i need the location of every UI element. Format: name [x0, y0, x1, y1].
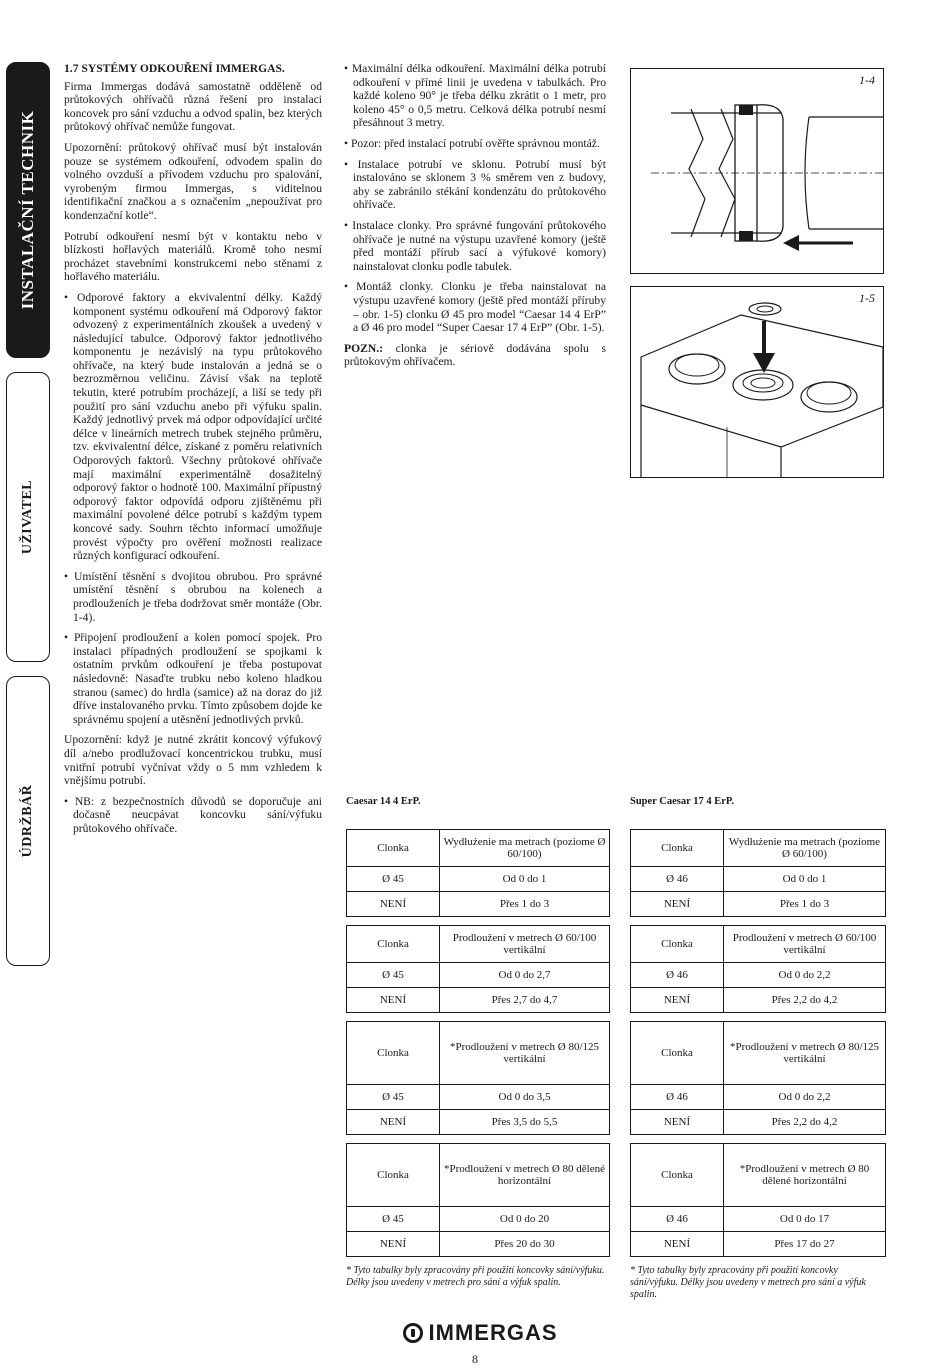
- table-cell: Ø 46: [631, 963, 724, 988]
- table-block-caesar: [346, 796, 610, 1289]
- bullet-safety-note: • NB: z bezpečnostních důvodů se doporučuje ani dočasně neucpávat koncovku sání/výfuku průtokového ohřívače.: [64, 795, 322, 836]
- table-cell: Ø 45: [347, 1207, 440, 1232]
- diaphragm-table: [630, 1143, 886, 1257]
- table-header: Clonka: [347, 830, 440, 867]
- table-row: [347, 867, 610, 892]
- table-title: Caesar 14 4 ErP.: [346, 796, 421, 807]
- note-label: POZN.:: [344, 341, 383, 355]
- table-cell: NENÍ: [347, 892, 440, 917]
- table-block-super-caesar: [630, 796, 886, 1301]
- bullet-warning: • Pozor: před instalací potrubí ověřte správnou montáž.: [344, 137, 606, 151]
- table-header: Clonka: [631, 926, 724, 963]
- bullet-slope: • Instalace potrubí ve sklonu. Potrubí musí být instalováno se sklonem 3 % směrem ven z budovy, aby se zabránilo stékání kondenzátu do průtokového ohřívače.: [344, 158, 606, 212]
- diaphragm-table: [630, 925, 886, 1013]
- table-header: Clonka: [347, 1144, 440, 1207]
- table-cell: Přes 1 do 3: [440, 892, 610, 917]
- table-cell: NENÍ: [631, 892, 724, 917]
- table-header: Wydłużenie ma metrach (poziome Ø 60/100): [440, 830, 610, 867]
- bullet-connection: • Připojení prodloužení a kolen pomocí spojek. Pro instalaci případných prodloužení se spojkami k ostatním prvkům odkouření je třeba postupovat následovně: Nasaďte trubku nebo koleno hladkou stranou (samec) do hrdla (samice) až na doraz do již dříve instalovaného prvku. Tímto způsobem dojde ke správnému spojení a utěsnění jednotlivých prvků.: [64, 631, 322, 726]
- table-cell: NENÍ: [631, 1110, 724, 1135]
- table-cell: Přes 3,5 do 5,5: [440, 1110, 610, 1135]
- table-cell: Ø 45: [347, 1085, 440, 1110]
- table-header: *Prodloužení v metrech Ø 80/125 vertikální: [440, 1022, 610, 1085]
- table-header: Prodloužení v metrech Ø 60/100 vertikální: [440, 926, 610, 963]
- table-cell: Od 0 do 3,5: [440, 1085, 610, 1110]
- figure-label: 1-4: [859, 73, 875, 87]
- logo-text: IMMERGAS: [428, 1320, 558, 1345]
- text-column-2: [344, 62, 606, 376]
- diaphragm-table: [630, 1021, 886, 1135]
- table-header: Prodloužení v metrech Ø 60/100 vertikální: [724, 926, 886, 963]
- table-row: [631, 963, 886, 988]
- table-cell: NENÍ: [631, 1232, 724, 1257]
- bullet-diaphragm-mounting: • Montáž clonky. Clonku je třeba nainstalovat na výstupu uzavřené komory (ještě před montáží příruby – obr. 1-5) clonku Ø 45 pro model “Caesar 14 4 ErP” a Ø 46 pro model “Super Caesar 17 4 ErP” (Obr. 1-5).: [344, 280, 606, 334]
- table-cell: Ø 46: [631, 867, 724, 892]
- diaphragm-table: [346, 1021, 610, 1135]
- table-cell: NENÍ: [347, 988, 440, 1013]
- table-cell: Ø 45: [347, 867, 440, 892]
- table-cell: Ø 46: [631, 1085, 724, 1110]
- warning-paragraph: Upozornění: průtokový ohřívač musí být instalován pouze se systémem odkouření, odvodem spalin do volného ovzduší a přívodem vzduchu pro spalování, vyrobeným firmou Immergas, s viditelnou identifikační značkou a s označením „nepoužívat pro kondenzační kotle“.: [64, 140, 322, 222]
- figure-label: 1-5: [859, 291, 875, 305]
- table-header: Clonka: [631, 830, 724, 867]
- bullet-resistance-factors: • Odporové faktory a ekvivalentní délky. Každý komponent systému odkouření má Odporový faktor odvozený z experimentálních zkoušek a uvedený v následující tabulce. Odporový faktor jednotlivého komponentu je nezávislý na typu průtokového ohřívače, na který bude instalován a jedná se o bezrozměrnou veličinu. Závisí však na teplotě tekutin, které potrubím procházejí, a liší se tedy při použití pro sání vzduchu anebo při výfuku spalin. Každý jednotlivý prvek má odpor odpovídající určité délce v lineárních metrech trubek stejného průměru, tzv. ekvivalentní délce, získané z poměru relativních Odporových faktorů. Všechny průtokové ohřívače mají maximální experimentálně dosažitelný odporový faktor o hodnotě 100. Maximální přípustný odporový faktor odpovídá odporu zjištěnému při maximální povolené délce potrubí s každým typem koncové sady. Souhrn těchto informací umožňuje provést výpočty pro ověření možnosti realizace různých konfigurací odkouření.: [64, 291, 322, 563]
- table-row: [631, 892, 886, 917]
- table-cell: Od 0 do 2,7: [440, 963, 610, 988]
- diaphragm-table: [630, 829, 886, 917]
- table-row: [631, 1207, 886, 1232]
- table-cell: Od 0 do 1: [724, 867, 886, 892]
- table-cell: Přes 2,7 do 4,7: [440, 988, 610, 1013]
- pipe-gasket-drawing: [631, 69, 883, 273]
- table-cell: Od 0 do 2,2: [724, 963, 886, 988]
- note-text: clonka je sériově dodávána spolu s průtokovým ohřívačem.: [344, 341, 606, 369]
- table-cell: Od 0 do 20: [440, 1207, 610, 1232]
- table-header: *Prodloužení v metrech Ø 80/125 vertikální: [724, 1022, 886, 1085]
- table-header: *Prodloužení v metrech Ø 80 dělené horizontální: [724, 1144, 886, 1207]
- table-row: [631, 867, 886, 892]
- bullet-gasket-position: • Umístění těsnění s dvojitou obrubou. Pro správné umístění těsnění s obrubou na kolenech a prodlouženích je třeba dodržovat směr montáže (Obr. 1-4).: [64, 570, 322, 624]
- table-row: [631, 1232, 886, 1257]
- table-header: Wydłużenie ma metrach (poziome Ø 60/100): [724, 830, 886, 867]
- table-header: Clonka: [631, 1144, 724, 1207]
- table-cell: Ø 46: [631, 1207, 724, 1232]
- table-header: Clonka: [347, 926, 440, 963]
- table-row: [631, 988, 886, 1013]
- table-row: [347, 1232, 610, 1257]
- table-header: Clonka: [631, 1022, 724, 1085]
- table-cell: Od 0 do 17: [724, 1207, 886, 1232]
- paragraph: Potrubí odkouření nesmí být v kontaktu nebo v blízkosti hořlavých materiálů. Kromě toho nesmí procházet stavebními konstrukcemi nebo stěnami z hořlavého materiálu.: [64, 229, 322, 284]
- tab-installer[interactable]: [6, 62, 50, 358]
- warning-paragraph: Upozornění: když je nutné zkrátit koncový výfukový díl a/nebo prodlužovací koncentrickou trubku, musí vnitřní potrubí vyčnívat vždy o 5 mm vzhledem k vnějšímu potrubí.: [64, 733, 322, 788]
- paragraph: Firma Immergas dodává samostatně odděleně od průtokových ohřívačů různá řešení pro instalaci koncovek pro sání vzduchu a odvod spalin, bez kterých průtokový ohřívač nemůže fungovat.: [64, 79, 322, 134]
- table-row: [631, 1110, 886, 1135]
- table-row: [347, 1085, 610, 1110]
- diaphragm-table: [346, 1143, 610, 1257]
- table-title: Super Caesar 17 4 ErP.: [630, 796, 734, 807]
- logo-mark-icon: [403, 1323, 423, 1343]
- text-column-1: [64, 62, 322, 842]
- note-paragraph: [344, 342, 606, 369]
- table-header: Clonka: [347, 1022, 440, 1085]
- bullet-diaphragm: • Instalace clonky. Pro správné fungování průtokového ohřívače je nutné na výstupu uzavřené komory (ještě před montáží přírub sací a výfukové komory) nainstalovat clonku podle tabulek.: [344, 219, 606, 273]
- table-cell: NENÍ: [347, 1232, 440, 1257]
- table-cell: Přes 1 do 3: [724, 892, 886, 917]
- tab-maintenance-label: ÚDRŽBÁŘ: [20, 784, 35, 858]
- table-cell: Přes 2,2 do 4,2: [724, 988, 886, 1013]
- figure-1-5: [630, 286, 884, 478]
- tab-user[interactable]: [6, 372, 50, 662]
- tab-user-label: UŽIVATEL: [20, 479, 35, 555]
- table-row: [347, 988, 610, 1013]
- figure-1-4: [630, 68, 884, 274]
- diaphragm-table: [346, 925, 610, 1013]
- immergas-logo: [380, 1320, 580, 1346]
- tab-maintenance[interactable]: [6, 676, 50, 966]
- bullet-max-length: • Maximální délka odkouření. Maximální délka potrubí odkouření v přímé linii je uvedena v tabulkách. Pro každé koleno 90° je třeba délku zkrátit o 1 metr, pro koleno 45° o 0,5 metru. Celková délka potrubí nesmí přesáhnout 3 metry.: [344, 62, 606, 130]
- table-cell: Přes 17 do 27: [724, 1232, 886, 1257]
- appliance-top-drawing: [631, 287, 883, 477]
- table-row: [631, 1085, 886, 1110]
- table-row: [347, 1207, 610, 1232]
- table-cell: Přes 2,2 do 4,2: [724, 1110, 886, 1135]
- table-row: [347, 1110, 610, 1135]
- table-cell: Ø 45: [347, 963, 440, 988]
- table-header: *Prodloužení v metrech Ø 80 dělené horizontální: [440, 1144, 610, 1207]
- table-row: [347, 963, 610, 988]
- table-footnote: * Tyto tabulky byly zpracovány při použití koncovky sání/výfuku. Délky jsou uvedeny v metrech pro sání a výfuk spalin.: [346, 1265, 605, 1288]
- table-cell: NENÍ: [347, 1110, 440, 1135]
- page-number: 8: [472, 1352, 478, 1366]
- section-heading: 1.7 SYSTÉMY ODKOUŘENÍ IMMERGAS.: [64, 62, 285, 75]
- diaphragm-table: [346, 829, 610, 917]
- table-row: [347, 892, 610, 917]
- table-cell: NENÍ: [631, 988, 724, 1013]
- table-cell: Přes 20 do 30: [440, 1232, 610, 1257]
- table-cell: Od 0 do 2,2: [724, 1085, 886, 1110]
- table-cell: Od 0 do 1: [440, 867, 610, 892]
- tab-installer-label: INSTALAČNÍ TECHNIK: [18, 110, 37, 310]
- table-footnote: * Tyto tabulky byly zpracovány při použití koncovky sání/výfuku. Délky jsou uvedeny v metrech pro sání a výfuk spalin.: [630, 1265, 866, 1300]
